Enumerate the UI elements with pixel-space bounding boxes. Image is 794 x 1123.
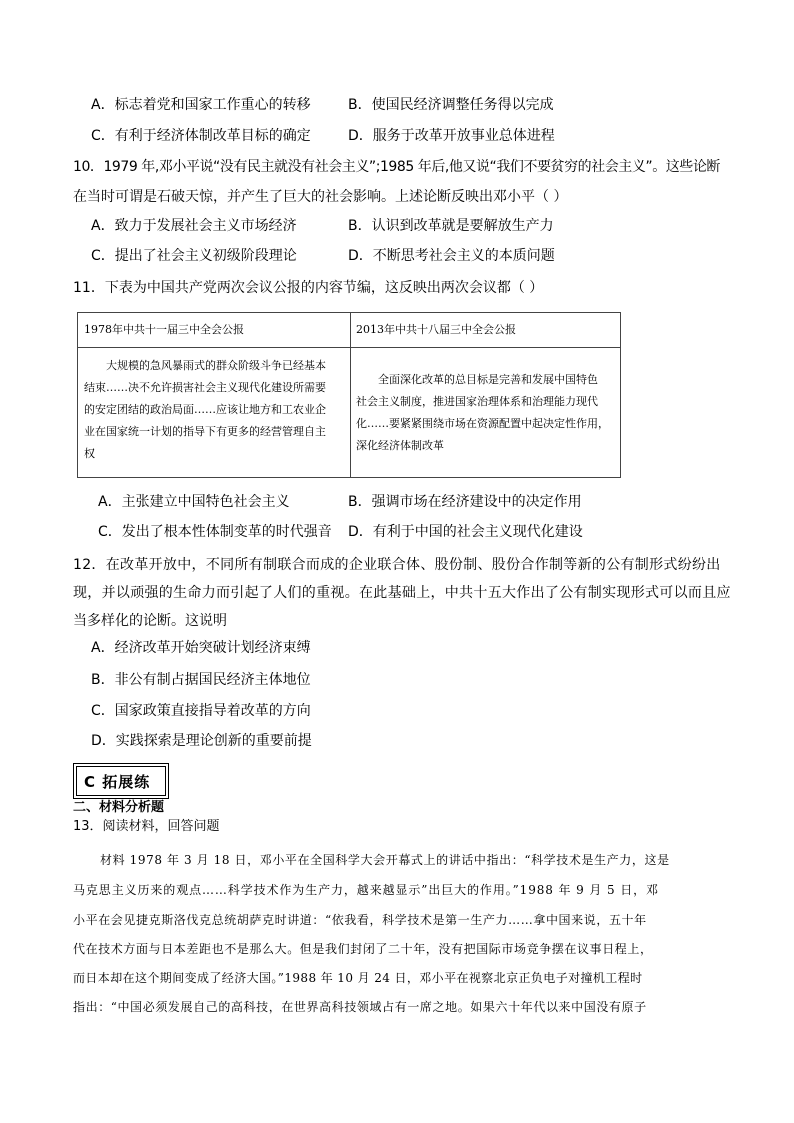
q9-option-c: C．有利于经济体制改革目标的确定 [91,128,311,144]
q11-option-b: B．强调市场在经济建设中的决定作用 [348,494,582,510]
q11-option-a: A．主张建立中国特色社会主义 [98,494,290,510]
q13-stem: 13．阅读材料，回答问题 [73,819,220,834]
q10-option-d: D．不断思考社会主义的本质问题 [348,248,555,264]
table-left-line: 权 [84,447,95,460]
section-tag-box [73,763,169,799]
table-left-line: 结束……决不允许损害社会主义现代化建设所需要 [84,381,326,394]
section-tag-label: C 拓展练 [84,773,151,791]
q9-option-d: D．服务于改革开放事业总体进程 [348,128,555,144]
q13-material-line: 材料 1978 年 3 月 18 日，邓小平在全国科学大会开幕式上的讲话中指出：“科学技术是生产力，这是 [100,853,670,867]
q12-option-b: B．非公有制占据国民经济主体地位 [91,672,311,688]
table-left-line: 大规模的急风暴雨式的群众阶级斗争已经基本 [106,359,326,372]
q10-option-a: A．致力于发展社会主义市场经济 [91,218,297,234]
q12-option-d: D．实践探索是理论创新的重要前提 [91,733,312,749]
q12-stem-line: 现，并以顽强的生命力而引起了人们的重视。在此基础上，中共十五大作出了公有制实现形式可以而且应 [73,585,731,601]
section-heading: 二、材料分析题 [73,800,165,815]
q9-option-a: A．标志着党和国家工作重心的转移 [91,97,311,113]
q13-material-line: 指出：“中国必须发展自己的高科技，在世界高科技领域占有一席之地。如果六十年代以来中国没有原子 [73,1000,647,1014]
q10-stem-line1: 10．1979 年,邓小平说“没有民主就没有社会主义”;1985 年后,他又说“我们不要贫穷的社会主义”。这些论断 [73,159,720,175]
q12-option-a: A．经济改革开始突破计划经济束缚 [91,640,311,656]
q13-material-line: 小平在会见捷克斯洛伐克总统胡萨克时讲道：“依我看，科学技术是第一生产力……拿中国来说，五十年 [73,913,647,927]
q11-option-d: D．有利于中国的社会主义现代化建设 [348,524,583,540]
q13-material-line: 代在技术方面与日本差距也不是那么大。但是我们封闭了二十年，没有把国际市场竞争摆在议事日程上， [73,942,653,956]
q9-option-b: B．使国民经济调整任务得以完成 [348,97,554,113]
q13-material-line: 马克思主义历来的观点……科学技术作为生产力，越来越显示”出巨大的作用。”1988 年 9 月 5 日，邓 [73,883,659,897]
q11-table [77,312,621,478]
q10-option-b: B．认识到改革就是要解放生产力 [348,218,554,234]
table-left-line: 业在国家统一计划的指导下有更多的经营管理自主 [84,425,326,438]
table-right-line: 全面深化改革的总目标是完善和发展中国特色 [378,373,598,386]
table-right-line: 深化经济体制改革 [356,439,444,452]
q12-stem-line: 当多样化的论断。这说明 [73,613,227,629]
q10-option-c: C．提出了社会主义初级阶段理论 [91,248,297,264]
table-header-1978: 1978年中共十一届三中全会公报 [84,323,244,336]
q13-material-line: 而日本却在这个期间变成了经济大国。”1988 年 10 月 24 日，邓小平在视察北京正负电子对撞机工程时 [73,971,643,985]
q12-stem-line: 12．在改革开放中，不同所有制联合而成的企业联合体、股份制、股份合作制等新的公有制形式纷纷出 [73,557,721,573]
table-header-2013: 2013年中共十八届三中全会公报 [356,323,516,336]
table-right-line: 社会主义制度，推进国家治理体系和治理能力现代 [356,395,598,408]
q12-option-c: C．国家政策直接指导着改革的方向 [91,703,311,719]
table-right-line: 化……要紧紧围绕市场在资源配置中起决定性作用， [356,417,609,430]
q10-stem-line2: 在当时可谓是石破天惊，并产生了巨大的社会影响。上述论断反映出邓小平（ ） [73,189,568,205]
q11-stem: 11．下表为中国共产党两次会议公报的内容节编，这反映出两次会议都（ ） [73,280,544,296]
table-left-line: 的安定团结的政治局面……应该让地方和工农业企 [84,403,326,416]
q11-option-c: C．发出了根本性体制变革的时代强音 [98,524,332,540]
